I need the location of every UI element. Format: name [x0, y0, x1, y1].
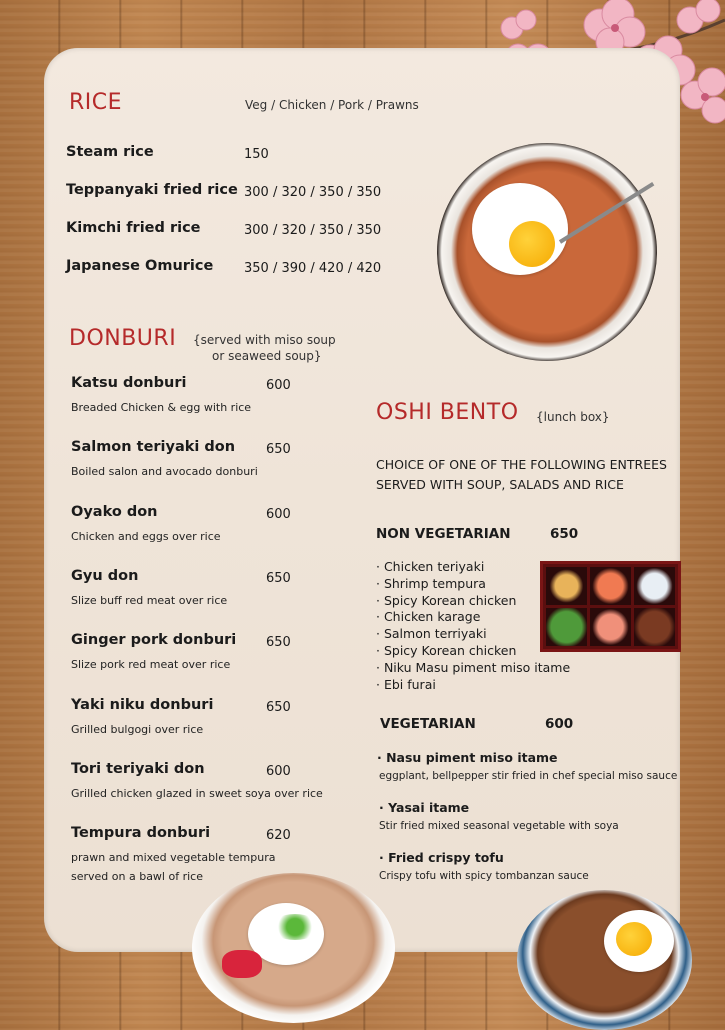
non-veg-item: · Spicy Korean chicken	[376, 593, 570, 610]
non-veg-price: 650	[550, 526, 579, 542]
donburi-item-name: Katsu donburi	[71, 375, 187, 391]
rice-options-note: Veg / Chicken / Pork / Prawns	[245, 98, 419, 112]
donburi-item-desc: Grilled bulgogi over rice	[71, 723, 204, 736]
veg-price: 600	[545, 716, 574, 732]
non-veg-item: · Salmon terriyaki	[376, 626, 570, 643]
donburi-item-desc: Slize buff red meat over rice	[71, 594, 228, 607]
veg-item-desc: Crispy tofu with spicy tombanzan sauce	[379, 870, 589, 882]
donburi-item-price: 650	[266, 635, 291, 650]
rice-item-name: Teppanyaki fried rice	[66, 182, 238, 198]
donburi-item-price: 650	[266, 571, 291, 586]
scallion-icon	[270, 914, 320, 940]
veg-item-name: · Fried crispy tofu	[379, 850, 504, 865]
rice-item-price: 150	[244, 147, 269, 162]
pickled-ginger-icon	[222, 950, 262, 978]
non-veg-item: · Spicy Korean chicken	[376, 643, 570, 660]
donburi-item-desc: Breaded Chicken & egg with rice	[71, 401, 252, 414]
veg-item-name: · Yasai itame	[379, 800, 470, 815]
veg-item-desc: Stir fried mixed seasonal vegetable with soya	[379, 820, 619, 832]
donburi-item-name: Gyu don	[71, 568, 139, 584]
donburi-item-desc: Chicken and eggs over rice	[71, 530, 221, 543]
rice-item-name: Japanese Omurice	[66, 258, 214, 274]
rice-item-name: Steam rice	[66, 144, 154, 160]
donburi-item-desc: Boiled salon and avocado donburi	[71, 465, 258, 478]
donburi-item-price: 650	[266, 442, 291, 457]
non-veg-item: · Chicken karage	[376, 609, 570, 626]
donburi-item-name: Salmon teriyaki don	[71, 439, 236, 455]
bento-intro: CHOICE OF ONE OF THE FOLLOWING ENTREES	[376, 457, 667, 472]
donburi-item-name: Ginger pork donburi	[71, 632, 237, 648]
egg-yolk-icon	[509, 221, 555, 267]
bento-box-icon	[540, 561, 681, 652]
donburi-item-desc: served on a bawl of rice	[71, 870, 203, 883]
bento-intro: SERVED WITH SOUP, SALADS AND RICE	[376, 477, 624, 492]
donburi-item-desc: Grilled chicken glazed in sweet soya over rice	[71, 787, 323, 800]
veg-label: VEGETARIAN	[380, 716, 476, 732]
donburi-item-price: 620	[266, 828, 291, 843]
non-veg-label: NON VEGETARIAN	[376, 526, 511, 542]
rice-item-price: 300 / 320 / 350 / 350	[244, 185, 382, 200]
donburi-item-desc: Slize pork red meat over rice	[71, 658, 231, 671]
bento-note: {lunch box}	[536, 410, 610, 424]
bento-section-title: OSHI BENTO	[376, 400, 519, 425]
non-veg-item: · Shrimp tempura	[376, 576, 570, 593]
veg-item-name: · Nasu piment miso itame	[377, 750, 558, 765]
rice-item-price: 300 / 320 / 350 / 350	[244, 223, 382, 238]
donburi-note: or seaweed soup}	[212, 349, 322, 363]
donburi-item-name: Tori teriyaki don	[71, 761, 205, 777]
non-veg-item: · Niku Masu piment miso itame	[376, 660, 570, 677]
egg-yolk-icon	[616, 922, 652, 956]
donburi-note: {served with miso soup	[193, 333, 336, 347]
rice-section-title: RICE	[69, 90, 123, 115]
donburi-item-price: 600	[266, 764, 291, 779]
rice-item-name: Kimchi fried rice	[66, 220, 201, 236]
veg-item-desc: eggplant, bellpepper stir fried in chef special miso sauce	[379, 770, 678, 782]
rice-item-price: 350 / 390 / 420 / 420	[244, 261, 382, 276]
donburi-item-name: Yaki niku donburi	[71, 697, 214, 713]
donburi-item-price: 600	[266, 378, 291, 393]
donburi-item-price: 650	[266, 700, 291, 715]
non-veg-item: · Ebi furai	[376, 677, 570, 694]
donburi-section-title: DONBURI	[69, 326, 177, 351]
donburi-item-desc: prawn and mixed vegetable tempura	[71, 851, 276, 864]
donburi-item-price: 600	[266, 507, 291, 522]
donburi-item-name: Oyako don	[71, 504, 158, 520]
donburi-item-name: Tempura donburi	[71, 825, 211, 841]
non-veg-item: · Chicken teriyaki	[376, 559, 570, 576]
